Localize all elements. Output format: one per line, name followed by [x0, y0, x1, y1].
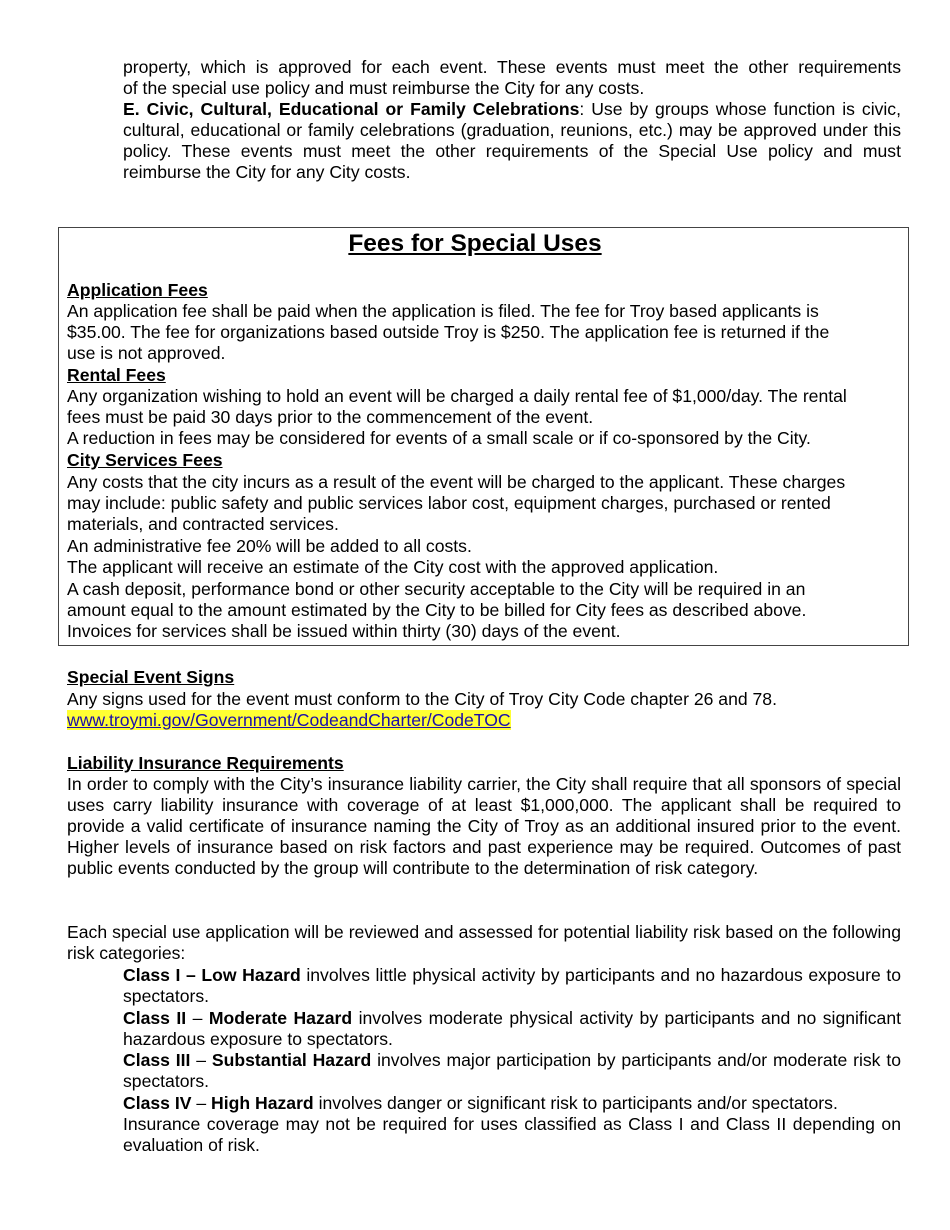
class-4-text: involves danger or significant risk to participants and/or spectators.	[313, 1093, 838, 1113]
liability-paragraph-1: In order to comply with the City’s insurance liability carrier, the City shall require that all sponsors of special uses carry liability insurance with coverage of at least $1,000,000. The applicant shall be required to provide a valid certificate of insurance naming the City of Troy as an additional insured prior to the event. Higher levels of insurance based on risk factors and past experience may be required. Outcomes of past public events conducted by the group will contribute to the determination of risk category.	[67, 774, 901, 878]
application-fees-line-2: $35.00. The fee for organizations based outside Troy is $250. The application fee is returned if the	[67, 322, 830, 342]
special-event-signs-text: Any signs used for the event must conform to the City of Troy City Code chapter 26 and 78.	[67, 689, 777, 709]
city-services-line-6: A cash deposit, performance bond or other security acceptable to the City will be required in an	[67, 579, 806, 599]
special-event-signs-heading: Special Event Signs	[67, 667, 235, 687]
class-3-text: involves major participation by participants and/or moderate risk to spectators.	[123, 1050, 901, 1091]
rental-fees-heading: Rental Fees	[67, 365, 166, 385]
insurance-closing-note: Insurance coverage may not be required for uses classified as Class I and Class II depending on evaluation of risk.	[123, 1114, 901, 1155]
class-3-name: Substantial Hazard	[211, 1050, 372, 1070]
city-services-line-3: materials, and contracted services.	[67, 514, 339, 534]
section-e-text: : Use by groups whose function is civic, cultural, educational or family celebrations (graduation, reunions, etc.) may be approved under this policy. These events must meet the other requirements of the Special Use policy and must reimburse the City for any City costs.	[123, 99, 901, 182]
class-2-text: involves moderate physical activity by participants and no significant hazardous exposure to spectators.	[123, 1008, 901, 1049]
city-services-fees-heading: City Services Fees	[67, 450, 223, 470]
liability-insurance-heading: Liability Insurance Requirements	[67, 753, 344, 773]
class-2-item	[123, 1008, 901, 1050]
class-4-dash: –	[191, 1093, 212, 1113]
liability-paragraph-2: Each special use application will be reviewed and assessed for potential liability risk based on the following risk categories:	[67, 922, 901, 963]
fees-title: Fees for Special Uses	[348, 230, 602, 257]
city-code-link[interactable]: www.troymi.gov/Government/CodeandCharter/CodeTOC	[67, 710, 511, 730]
class-4-label: Class IV	[123, 1093, 192, 1113]
class-1-name: Low Hazard	[201, 965, 301, 985]
class-2-label: Class II	[123, 1008, 187, 1028]
city-services-line-4: An administrative fee 20% will be added to all costs.	[67, 536, 472, 556]
application-fees-line-3: use is not approved.	[67, 343, 226, 363]
class-3-item	[123, 1050, 901, 1092]
class-2-dash: –	[186, 1008, 209, 1028]
application-fees-heading: Application Fees	[67, 280, 208, 300]
application-fees-line-1: An application fee shall be paid when the application is filed. The fee for Troy based applicants is	[67, 301, 819, 321]
class-4-item	[123, 1093, 901, 1114]
class-3-label: Class III	[123, 1050, 191, 1070]
rental-fees-line-1: Any organization wishing to hold an event will be charged a daily rental fee of $1,000/day. The rental	[67, 386, 847, 406]
intro-line-2: of the special use policy and must reimburse the City for any costs.	[123, 78, 645, 98]
section-e-paragraph	[123, 99, 901, 183]
city-services-line-8: Invoices for services shall be issued within thirty (30) days of the event.	[67, 621, 621, 641]
rental-fees-line-2: fees must be paid 30 days prior to the commencement of the event.	[67, 407, 594, 427]
city-services-line-1: Any costs that the city incurs as a result of the event will be charged to the applicant. These charges	[67, 472, 846, 492]
city-services-line-5: The applicant will receive an estimate of the City cost with the approved application.	[67, 557, 719, 577]
rental-fees-line-3: A reduction in fees may be considered for events of a small scale or if co-sponsored by the City.	[67, 428, 811, 448]
city-services-line-7: amount equal to the amount estimated by the City to be billed for City fees as described above.	[67, 600, 807, 620]
class-1-item	[123, 965, 901, 1007]
class-2-name: Moderate Hazard	[208, 1008, 353, 1028]
class-1-label: Class I –	[123, 965, 202, 985]
intro-line-1: property, which is approved for each event. These events must meet the other requirements	[123, 57, 901, 77]
city-services-line-2: may include: public safety and public services labor cost, equipment charges, purchased or rented	[67, 493, 831, 513]
section-e-heading: E. Civic, Cultural, Educational or Family Celebrations	[123, 99, 580, 119]
city-code-link-line	[67, 710, 901, 731]
class-3-dash: –	[190, 1050, 212, 1070]
class-1-text: involves little physical activity by participants and no hazardous exposure to spectators.	[123, 965, 901, 1006]
class-4-name: High Hazard	[211, 1093, 314, 1113]
